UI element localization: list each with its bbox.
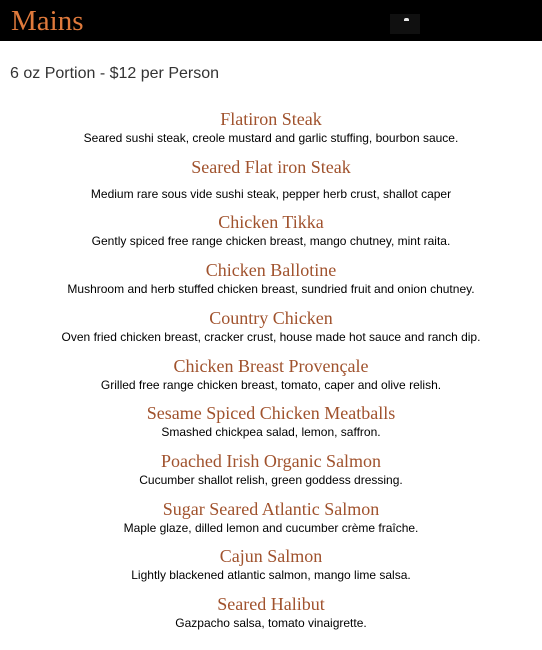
- menu-item-description: Gently spiced free range chicken breast, mango chutney, mint raita.: [91, 234, 451, 248]
- menu-item-description: Gazpacho salsa, tomato vinaigrette.: [175, 616, 367, 630]
- menu-item-cajun-salmon: [0, 545, 542, 583]
- portion-price: 6 oz Portion - $12 per Person: [10, 65, 220, 82]
- menu-item-description: Medium rare sous vide sushi steak, pepper herb crust, shallot caper: [90, 187, 452, 201]
- menu-item-name: Chicken Ballotine: [205, 260, 337, 280]
- menu-item-name: Chicken Breast Provençale: [173, 356, 369, 376]
- menu-item-flatiron-steak: [0, 108, 542, 146]
- menu-item-description: Grilled free range chicken breast, tomato, caper and olive relish.: [100, 378, 442, 392]
- menu-item-name: Seared Halibut: [217, 594, 325, 614]
- menu-item-country-chicken: [0, 307, 542, 345]
- menu-item-description: Cucumber shallot relish, green goddess dressing.: [139, 473, 403, 487]
- menu-item-name: Flatiron Steak: [220, 109, 322, 129]
- menu-item-description: Maple glaze, dilled lemon and cucumber crème fraîche.: [123, 521, 419, 535]
- menu-item-name: Country Chicken: [209, 308, 333, 328]
- menu-item-name: Cajun Salmon: [219, 546, 323, 566]
- menu-item-description: Seared sushi steak, creole mustard and garlic stuffing, bourbon sauce.: [83, 131, 459, 145]
- menu-item-name: Seared Flat iron Steak: [191, 157, 351, 177]
- menu-item-sesame-spiced-chicken-meatballs: [0, 402, 542, 440]
- menu-item-chicken-ballotine: [0, 259, 542, 297]
- menu-item-name: Sesame Spiced Chicken Meatballs: [146, 403, 396, 423]
- menu-item-description: Mushroom and herb stuffed chicken breast, sundried fruit and onion chutney.: [67, 282, 475, 296]
- menu-item-description: Lightly blackened atlantic salmon, mango lime salsa.: [131, 568, 411, 582]
- menu-item-name: Sugar Seared Atlantic Salmon: [162, 499, 380, 519]
- menu-item-description: Smashed chickpea salad, lemon, saffron.: [161, 425, 381, 439]
- menu-item-sugar-seared-atlantic-salmon: [0, 498, 542, 536]
- menu-item-seared-halibut: [0, 593, 542, 631]
- menu-item-name: Chicken Tikka: [218, 212, 324, 232]
- menu-item-poached-irish-organic-salmon: [0, 450, 542, 488]
- menu-item-seared-flat-iron-steak: [0, 156, 542, 202]
- menu-item-chicken-tikka: [0, 211, 542, 249]
- menu-item-name: Poached Irish Organic Salmon: [160, 451, 382, 471]
- menu-item-description: Oven fried chicken breast, cracker crust, house made hot sauce and ranch dip.: [61, 330, 481, 344]
- page-title: Mains: [11, 5, 84, 37]
- menu-item-chicken-breast-provencale: [0, 355, 542, 393]
